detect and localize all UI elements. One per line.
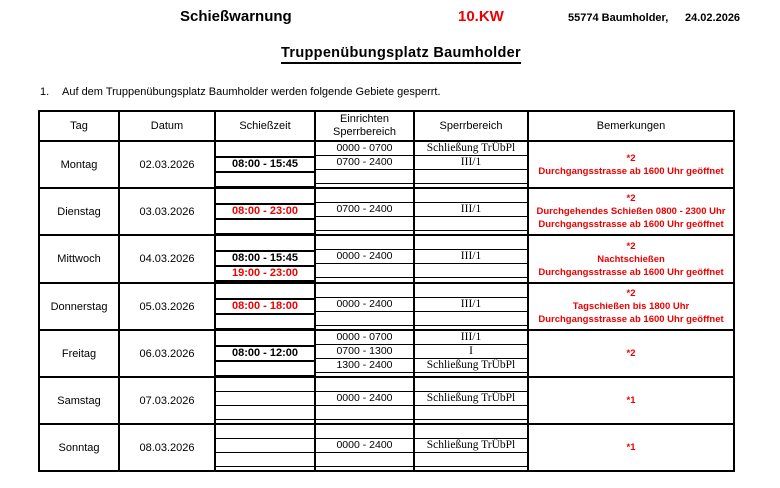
einrichten-sub bbox=[316, 236, 413, 250]
sperrbereich-sub bbox=[415, 406, 527, 420]
calendar-week-label: 10.KW bbox=[458, 8, 504, 25]
bemerkungen-cell bbox=[528, 141, 734, 188]
schiesszeit-sub bbox=[216, 236, 314, 250]
schiesszeit-sub bbox=[216, 315, 314, 329]
day-cell: Samstag bbox=[39, 377, 119, 424]
einrichten-sub: 0000 - 2400 bbox=[316, 298, 413, 312]
sperrbereich-sub bbox=[415, 236, 527, 250]
date-cell: 07.03.2026 bbox=[119, 377, 215, 424]
intro-text: Auf dem Truppenübungsplatz Baumholder werden folgende Gebiete gesperrt. bbox=[62, 86, 441, 98]
schiesszeit-sub: 08:00 - 15:45 bbox=[216, 156, 314, 173]
col-header-einrichten bbox=[315, 111, 414, 141]
schiesszeit-sub bbox=[216, 173, 314, 187]
day-cell: Mittwoch bbox=[39, 235, 119, 283]
schiesszeit-sub bbox=[216, 142, 314, 156]
day-cell: Sonntag bbox=[39, 424, 119, 471]
sperrbereich-sub: III/1 bbox=[415, 331, 527, 345]
schiesszeit-sub: 08:00 - 12:00 bbox=[216, 345, 314, 362]
day-cell: Donnerstag bbox=[39, 283, 119, 330]
date-cell: 02.03.2026 bbox=[119, 141, 215, 188]
table-row bbox=[39, 235, 734, 283]
bemerkung-line: *2 bbox=[626, 193, 636, 204]
table-row bbox=[39, 377, 734, 424]
bemerkung-line: *2 bbox=[626, 152, 636, 164]
schiesszeit-cell bbox=[215, 141, 315, 188]
einrichten-sub bbox=[316, 264, 413, 278]
einrichten-cell bbox=[315, 330, 414, 377]
sperrbereich-sub: III/1 bbox=[415, 298, 527, 312]
sperrbereich-sub: III/1 bbox=[415, 203, 527, 217]
sperrbereich-sub bbox=[415, 170, 527, 184]
einrichten-sub bbox=[316, 312, 413, 326]
bemerkung-line: Durchgangsstrasse ab 1600 Uhr geöffnet bbox=[538, 219, 724, 230]
einrichten-sub: 0000 - 2400 bbox=[316, 392, 413, 406]
issue-date-label: 24.02.2026 bbox=[685, 12, 741, 24]
sperrbereich-sub: III/1 bbox=[415, 250, 527, 264]
col-header-schiesszeit: Schießzeit bbox=[215, 111, 315, 141]
einrichten-sub bbox=[316, 189, 413, 203]
bemerkungen-cell bbox=[528, 188, 734, 235]
bemerkung-line: Tagschießen bis 1800 Uhr bbox=[572, 301, 690, 312]
date-cell: 03.03.2026 bbox=[119, 188, 215, 235]
schiesszeit-sub bbox=[216, 220, 314, 234]
sperrbereich-sub bbox=[415, 425, 527, 439]
bemerkungen-cell bbox=[528, 235, 734, 283]
einrichten-sub: 0000 - 0700 bbox=[316, 331, 413, 345]
einrichten-sub bbox=[316, 284, 413, 298]
bemerkung-line: *2 bbox=[626, 240, 636, 252]
schiesszeit-cell bbox=[215, 330, 315, 377]
bemerkung-line: Nachtschießen bbox=[597, 253, 665, 265]
col-header-sperrbereich: Sperrbereich bbox=[414, 111, 528, 141]
schiesszeit-sub bbox=[216, 406, 314, 420]
schiesszeit-sub bbox=[216, 331, 314, 345]
einrichten-cell bbox=[315, 424, 414, 471]
schedule-table bbox=[38, 110, 735, 472]
page-title: Truppenübungsplatz Baumholder bbox=[281, 45, 521, 64]
sperrbereich-cell bbox=[414, 424, 528, 471]
einrichten-sub: 0700 - 2400 bbox=[316, 203, 413, 217]
sperrbereich-sub: Schließung TrÜbPl bbox=[415, 392, 527, 406]
schiesszeit-sub bbox=[216, 439, 314, 453]
bemerkung-line: *1 bbox=[626, 442, 636, 453]
table-row bbox=[39, 424, 734, 471]
sperrbereich-cell bbox=[414, 188, 528, 235]
page-title-wrap bbox=[0, 44, 780, 64]
bemerkungen-cell bbox=[528, 283, 734, 330]
einrichten-sub bbox=[316, 453, 413, 467]
date-cell: 06.03.2026 bbox=[119, 330, 215, 377]
sperrbereich-cell bbox=[414, 283, 528, 330]
sperrbereich-sub bbox=[415, 378, 527, 392]
sperrbereich-sub: I bbox=[415, 345, 527, 359]
schiesszeit-sub bbox=[216, 362, 314, 376]
sperrbereich-sub: III/1 bbox=[415, 156, 527, 170]
day-cell: Dienstag bbox=[39, 188, 119, 235]
schiesszeit-cell bbox=[215, 235, 315, 283]
sperrbereich-cell bbox=[414, 235, 528, 283]
sperrbereich-sub bbox=[415, 217, 527, 231]
schiesszeit-sub: 08:00 - 15:45 bbox=[216, 250, 314, 267]
einrichten-cell bbox=[315, 188, 414, 235]
einrichten-sub: 0700 - 2400 bbox=[316, 156, 413, 170]
sperrbereich-sub: Schließung TrÜbPl bbox=[415, 359, 527, 373]
sperrbereich-sub bbox=[415, 264, 527, 278]
bemerkung-line: Durchgehendes Schießen 0800 - 2300 Uhr bbox=[536, 206, 726, 217]
sperrbereich-cell bbox=[414, 330, 528, 377]
einrichten-sub: 1300 - 2400 bbox=[316, 359, 413, 373]
sperrbereich-sub bbox=[415, 189, 527, 203]
schiesszeit-sub bbox=[216, 378, 314, 392]
einrichten-cell bbox=[315, 377, 414, 424]
intro-line bbox=[40, 86, 441, 98]
document-title: Schießwarnung bbox=[180, 8, 292, 25]
bemerkung-line: Durchgangsstrasse ab 1600 Uhr geöffnet bbox=[538, 165, 724, 177]
bemerkung-line: *2 bbox=[626, 348, 636, 359]
bemerkung-line: Durchgangsstrasse ab 1600 Uhr geöffnet bbox=[538, 314, 724, 325]
bemerkung-line: *2 bbox=[626, 288, 636, 299]
date-cell: 05.03.2026 bbox=[119, 283, 215, 330]
schiesszeit-sub bbox=[216, 284, 314, 298]
day-cell: Freitag bbox=[39, 330, 119, 377]
einrichten-sub: 0000 - 2400 bbox=[316, 250, 413, 264]
bemerkungen-cell bbox=[528, 424, 734, 471]
einrichten-sub: 0000 - 2400 bbox=[316, 439, 413, 453]
schiesszeit-sub bbox=[216, 425, 314, 439]
location-label: 55774 Baumholder, bbox=[568, 12, 669, 24]
einrichten-sub: 0000 - 0700 bbox=[316, 142, 413, 156]
bemerkungen-cell bbox=[528, 330, 734, 377]
schiesszeit-sub: 08:00 - 18:00 bbox=[216, 298, 314, 315]
einrichten-sub bbox=[316, 217, 413, 231]
table-header-row bbox=[39, 111, 734, 141]
sperrbereich-sub bbox=[415, 284, 527, 298]
col-header-tag: Tag bbox=[39, 111, 119, 141]
bemerkung-line: *1 bbox=[626, 395, 636, 406]
schiesszeit-sub: 19:00 - 23:00 bbox=[216, 267, 314, 282]
sperrbereich-sub: Schließung TrÜbPl bbox=[415, 439, 527, 453]
einrichten-sub bbox=[316, 378, 413, 392]
col-header-einrichten-line2: Sperrbereich bbox=[333, 126, 396, 138]
col-header-datum: Datum bbox=[119, 111, 215, 141]
schiesszeit-cell bbox=[215, 188, 315, 235]
einrichten-sub: 0700 - 1300 bbox=[316, 345, 413, 359]
sperrbereich-sub bbox=[415, 453, 527, 467]
table-row bbox=[39, 330, 734, 377]
schiesszeit-sub: 08:00 - 23:00 bbox=[216, 203, 314, 220]
bemerkung-line: Durchgangsstrasse ab 1600 Uhr geöffnet bbox=[538, 266, 724, 278]
table-row bbox=[39, 283, 734, 330]
table-row bbox=[39, 188, 734, 235]
schiesszeit-cell bbox=[215, 424, 315, 471]
sperrbereich-sub: Schließung TrÜbPl bbox=[415, 142, 527, 156]
einrichten-sub bbox=[316, 425, 413, 439]
schiesszeit-cell bbox=[215, 283, 315, 330]
einrichten-sub bbox=[316, 406, 413, 420]
table-row bbox=[39, 141, 734, 188]
sperrbereich-sub bbox=[415, 312, 527, 326]
bemerkungen-cell bbox=[528, 377, 734, 424]
einrichten-cell bbox=[315, 141, 414, 188]
sperrbereich-cell bbox=[414, 377, 528, 424]
einrichten-cell bbox=[315, 283, 414, 330]
sperrbereich-cell bbox=[414, 141, 528, 188]
col-header-bemerkungen: Bemerkungen bbox=[528, 111, 734, 141]
date-cell: 08.03.2026 bbox=[119, 424, 215, 471]
einrichten-cell bbox=[315, 235, 414, 283]
col-header-einrichten-line1: Einrichten bbox=[340, 113, 389, 125]
date-cell: 04.03.2026 bbox=[119, 235, 215, 283]
schiesszeit-sub bbox=[216, 453, 314, 467]
einrichten-sub bbox=[316, 170, 413, 184]
schiesszeit-sub bbox=[216, 189, 314, 203]
schiesszeit-sub bbox=[216, 392, 314, 406]
intro-number: 1. bbox=[40, 86, 50, 98]
day-cell: Montag bbox=[39, 141, 119, 188]
schiesszeit-cell bbox=[215, 377, 315, 424]
